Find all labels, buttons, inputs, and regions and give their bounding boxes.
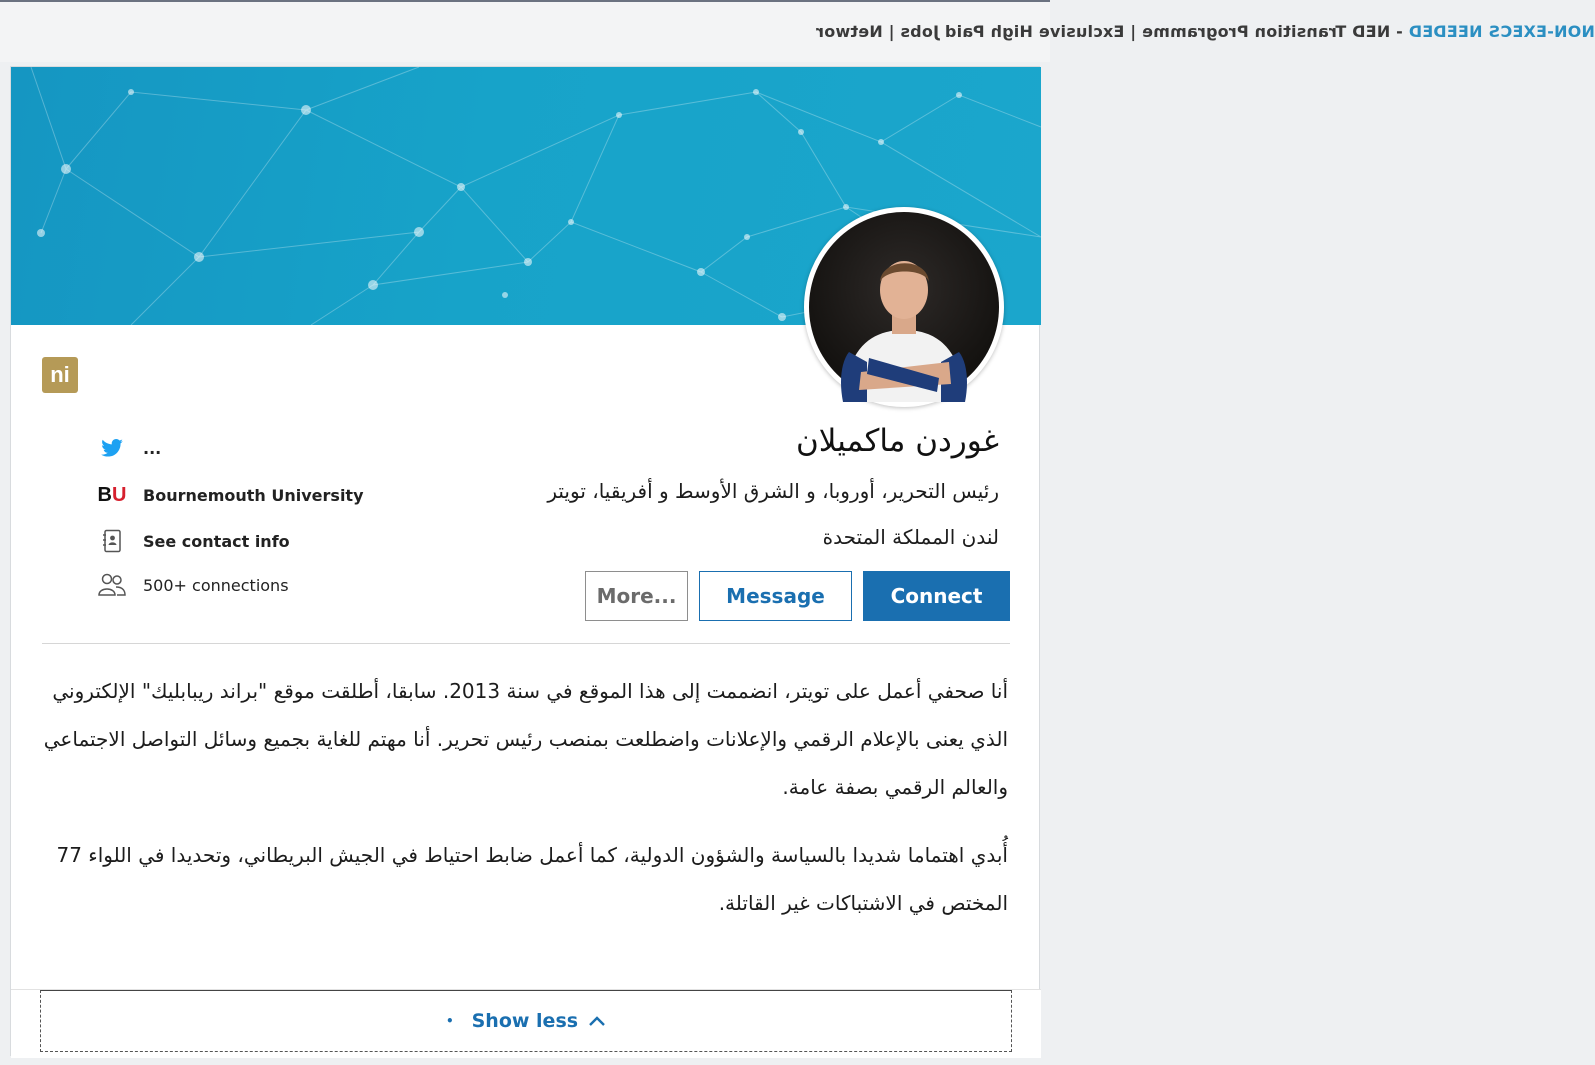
show-less-section	[11, 989, 1041, 1058]
school-row[interactable]	[95, 480, 364, 510]
connections-count: 500+ connections	[143, 575, 289, 595]
profile-card	[10, 66, 1040, 1056]
top-ad-bar[interactable]	[0, 0, 1595, 62]
person-illustration	[809, 212, 999, 402]
profile-headline: رئيس التحرير، أوروبا، و الشرق الأوسط و أفريقيا، تويتر	[547, 479, 999, 503]
divider	[42, 643, 1010, 644]
company-logo[interactable]: ni	[42, 357, 78, 393]
more-button[interactable]: More...	[585, 571, 688, 621]
twitter-icon	[95, 433, 129, 463]
contact-row[interactable]	[95, 526, 290, 556]
twitter-row[interactable]	[95, 433, 161, 463]
show-less-label: Show less	[471, 1010, 579, 1032]
chevron-up-icon	[588, 1011, 606, 1032]
about-paragraph-2: أُبدي اهتماما شديدا بالسياسة والشؤون الدولية، كما أعمل ضابط احتياط في الجيش البريطاني، وتحديدا في اللواء 77 المختص في الاشتباكات غير القاتلة.	[56, 843, 1008, 915]
about-paragraph-1: أنا صحفي أعمل على تويتر، انضممت إلى هذا الموقع في سنة 2013. سابقا، أطلقت موقع "براند ريبابليك" الإلكتروني الذي يعنى بالإعلام الرقمي والإعلانات واضطلعت بمنصب رئيس تحرير. أنا مهتم للغاية بجميع وسائل التواصل الاجتماعي والعالم الرقمي بصفة عامة.	[43, 679, 1008, 799]
show-less-button[interactable]	[40, 990, 1012, 1052]
connections-icon	[95, 570, 129, 600]
profile-avatar[interactable]	[804, 207, 1004, 407]
university-logo-icon: BU	[97, 484, 127, 506]
dot-icon: •	[445, 1014, 454, 1028]
connections-row	[95, 570, 289, 600]
message-button[interactable]: Message	[699, 571, 852, 621]
profile-location: لندن المملكة المتحدة	[822, 525, 999, 549]
top-ad-text[interactable]: NON-EXECS NEEDED - NED Transition Programme | Exclusive High Paid Jobs | Networ	[816, 22, 1595, 41]
twitter-handle[interactable]: ...	[143, 438, 162, 458]
avatar-photo	[809, 212, 999, 402]
connect-button[interactable]: Connect	[863, 571, 1010, 621]
school-name[interactable]: Bournemouth University	[143, 485, 364, 505]
see-contact-info-link[interactable]: See contact info	[143, 531, 290, 551]
contact-card-icon	[95, 526, 129, 556]
profile-name: غوردن ماكميلان	[796, 423, 999, 459]
